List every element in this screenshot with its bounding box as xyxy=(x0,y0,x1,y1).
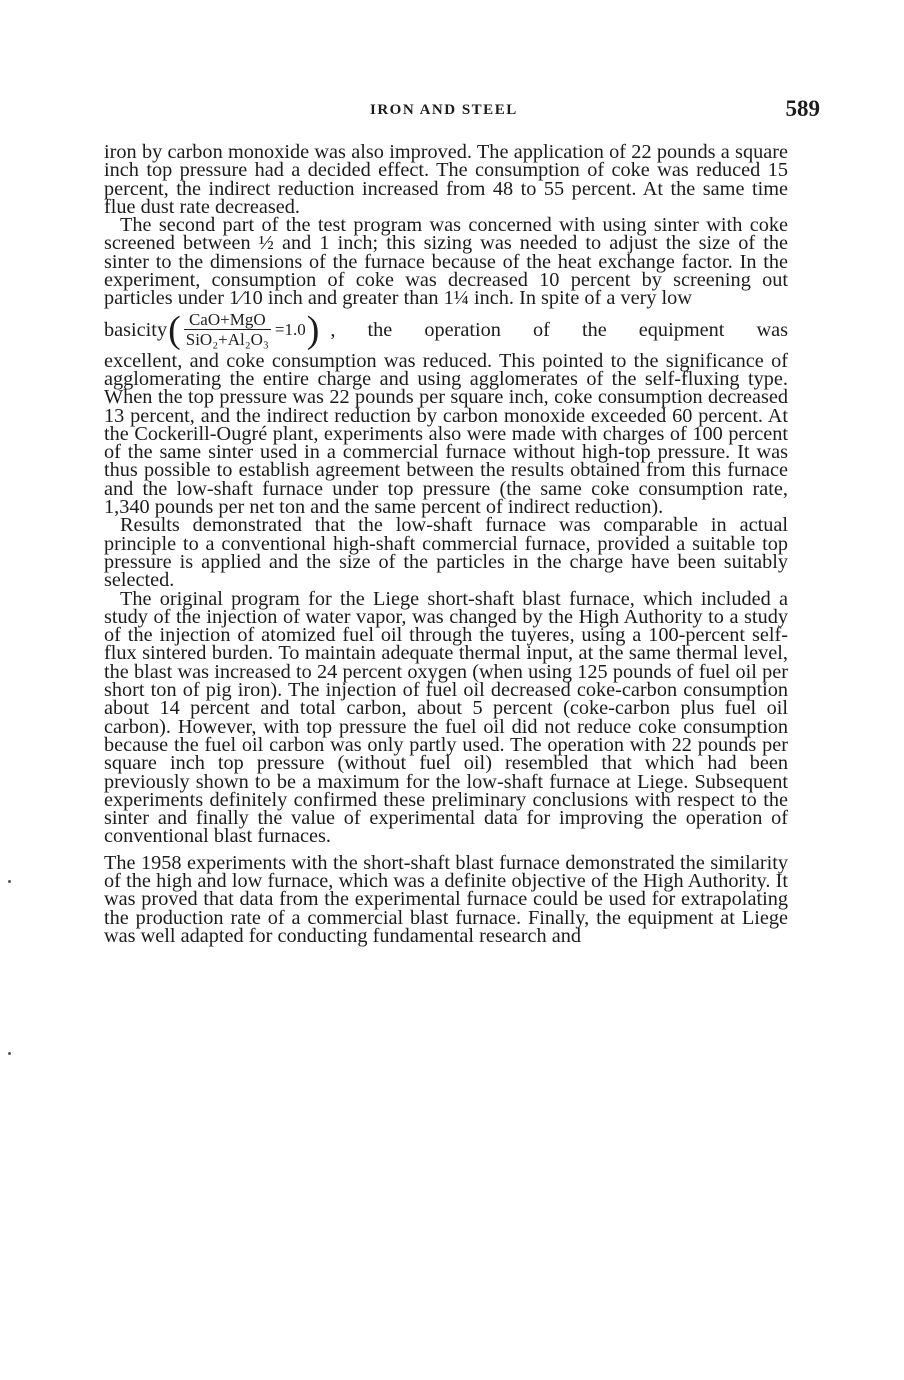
fraction-denominator: SiO₂+Al₂O₃ xyxy=(185,330,269,350)
basicity-formula xyxy=(104,310,320,349)
formula-lead: basicity xyxy=(104,318,168,341)
paragraph-3: excellent, and coke consumption was reduced. This pointed to the significance of agglomerating the entire charge and using agglomerates of the self-fluxing type. When the top pressure was 22 pounds per square inch, coke consumption decreased 13 percent, and the indirect reduction by carbon monoxide exceeded 60 percent. At the Cockerill-Ougré plant, experiments also were made with charges of 100 percent of the same sinter used in a commercial furnace without high-top pressure. It was thus possible to establish agreement between the results obtained from this furnace and the low-shaft furnace under top pressure (the same coke consumption rate, 1,340 pounds per net ton and the same percent of indirect reduction). xyxy=(104,349,788,519)
running-title: IRON AND STEEL xyxy=(370,102,518,118)
formula-equals: =1.0 xyxy=(274,319,306,339)
paragraph-6: The 1958 experiments with the short-shaft blast furnace demonstrated the similarity of the high and low furnace, which was a definite objective of the High Authority. It was proved that data from the experimental furnace could be used for extrapolating the production rate of a commercial blast furnace. Finally, the equipment at Liege was well adapted for conducting fundamental research and xyxy=(104,851,788,947)
paragraph-4: Results demonstrated that the low-shaft furnace was comparable in actual principle to a conventional high-shaft commercial furnace, provided a suitable top pressure is applied and the size of the particles in the charge have been suitably selected. xyxy=(104,514,788,592)
scan-speck xyxy=(8,880,11,883)
page-number: 589 xyxy=(785,96,820,121)
fraction-numerator: CaO+MgO xyxy=(188,310,266,330)
open-paren: ( xyxy=(168,308,181,351)
paragraph-2: The second part of the test program was concerned with using sinter with coke screened between ½ and 1 inch; this sizing was needed to adjust the size of the sinter to the dimensions of the furnace because of the heat exchange factor. In the experiment, consumption of coke was decreased 10 percent by screening out particles under 1⁄10 inch and greater than 1¼ inch. In spite of a very low xyxy=(104,214,788,310)
basicity-formula-line xyxy=(104,310,788,350)
body-text xyxy=(104,143,788,945)
running-head xyxy=(104,96,820,126)
close-paren: ) xyxy=(306,308,320,351)
paragraph-1: iron by carbon monoxide was also improved. The application of 22 pounds a square inch top pressure had a decided effect. The consumption of coke was reduced 15 percent, the indirect reduction increased from 48 to 55 percent. At the same time flue dust rate decreased. xyxy=(104,141,788,218)
basicity-fraction xyxy=(184,310,271,349)
formula-trailing-text: , the operation of the equipment was xyxy=(330,318,788,341)
scan-speck xyxy=(8,1052,11,1055)
paragraph-5: The original program for the Liege short-shaft blast furnace, which included a study of the injection of water vapor, was changed by the High Authority to a study of the injection of atomized fuel oil through the tuyeres, using a 100-percent self-flux sintered burden. To maintain adequate thermal input, at the same thermal level, the blast was increased to 24 percent oxygen (when using 125 pounds of fuel oil per short ton of pig iron). The injection of fuel oil decreased coke-carbon consumption about 14 percent and total carbon, about 5 percent (coke-carbon plus fuel oil carbon). However, with top pressure the fuel oil did not reduce coke consumption because the fuel oil carbon was only partly used. The operation with 22 pounds per square inch top pressure (without fuel oil) resembled that which had been previously shown to be a maximum for the low-shaft furnace at Liege. Subsequent experiments definitely confirmed these preliminary conclusions with respect to the sinter and finally the value of experimental data for improving the operation of conventional blast furnaces. xyxy=(104,587,788,848)
